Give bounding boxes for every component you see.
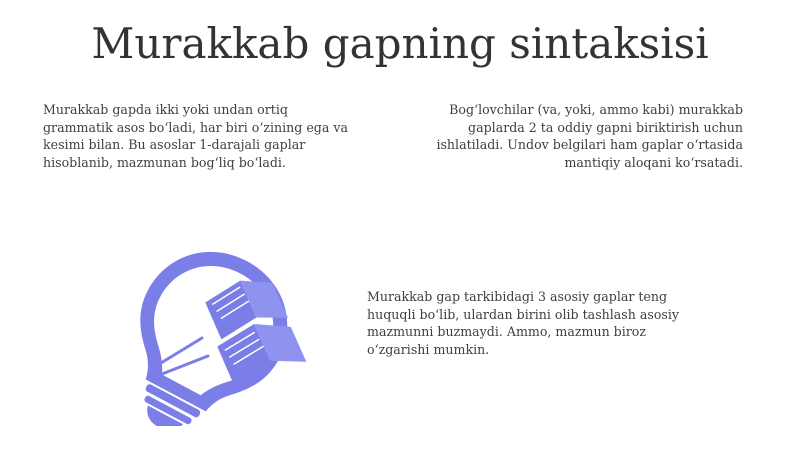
- text-block-bottom: Murakkab gap tarkibidagi 3 asosiy gaplar teng huquqli bo‘lib, ulardan birini olib tashlash asosiy mazmunni buzmaydi. Ammo, mazmun biroz o‘zgarishi mumkin.: [367, 289, 680, 357]
- text-block-right: Bog‘lovchilar (va, yoki, ammo kabi) murakkab gaplarda 2 ta oddiy gapni biriktirish uchun ishlatiladi. Undov belgilari ham gaplar o‘rtasida mantiqiy aloqani ko‘rsatadi.: [436, 102, 743, 170]
- slide-title: Murakkab gapning sintaksisi: [91, 19, 709, 68]
- text-block-left: Murakkab gapda ikki yoki undan ortiq grammatik asos bo‘ladi, har biri o‘zining ega va kesimi bilan. Bu asoslar 1-darajali gaplar hisoblanib, mazmunan bog‘liq bo‘ladi.: [43, 102, 348, 170]
- lightbulb-with-book-icon: [96, 246, 316, 426]
